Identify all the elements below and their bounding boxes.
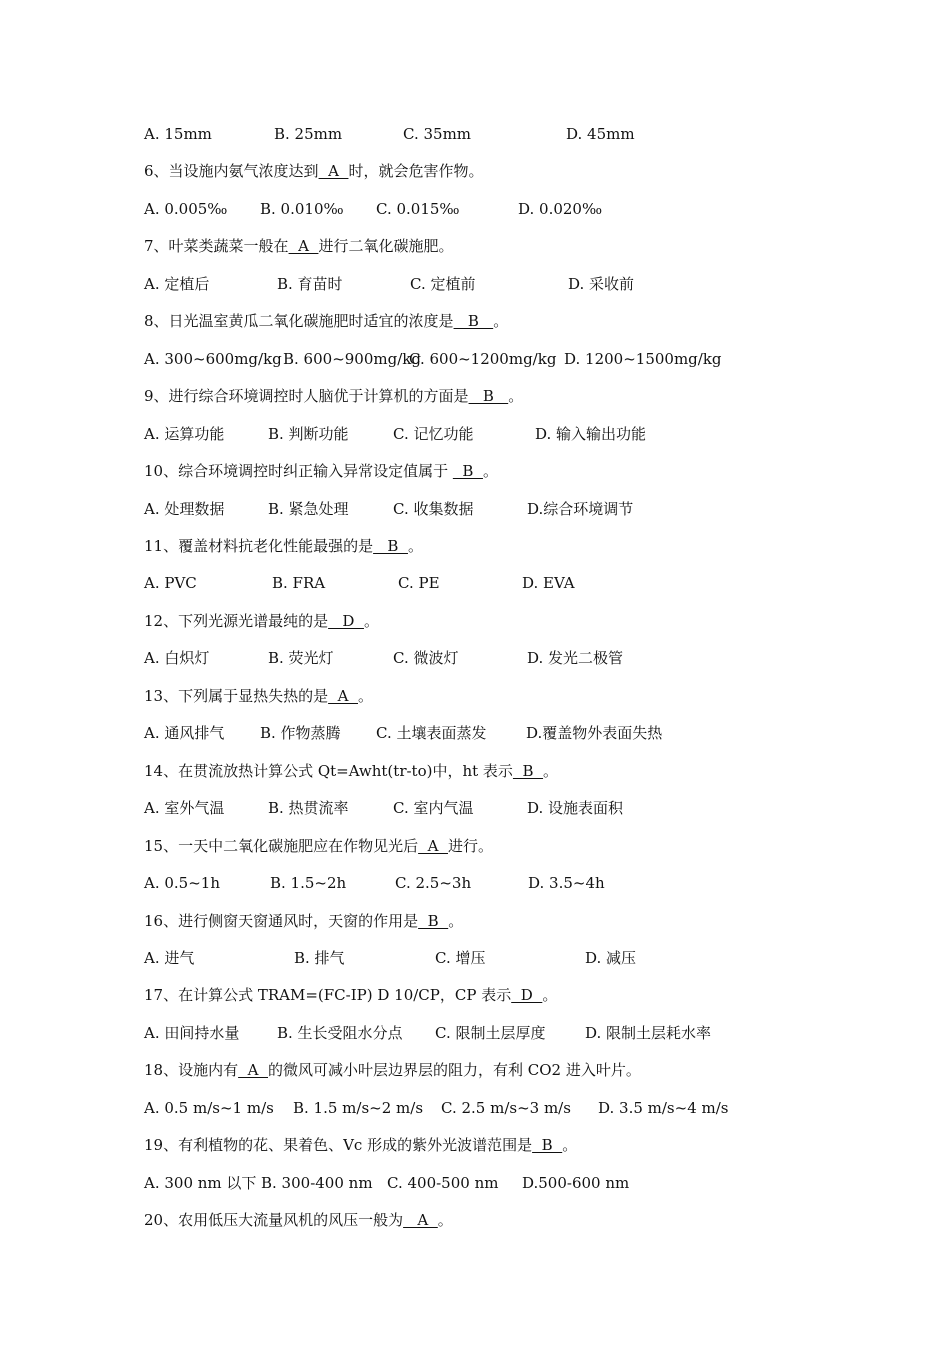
question-stem: 。 bbox=[542, 986, 558, 1005]
answer-option: A. 300 nm 以下 bbox=[144, 1173, 257, 1192]
question-stem: 16、进行侧窗天窗通风时，天窗的作用是 bbox=[144, 911, 419, 930]
answer-blank: A bbox=[238, 1061, 268, 1080]
answer-option: A. 白炽灯 bbox=[144, 649, 210, 668]
answer-blank: B bbox=[512, 761, 544, 780]
question-text bbox=[144, 1135, 577, 1155]
question-stem: 10、综合环境调控时纠正输入异常设定值属于 bbox=[144, 462, 453, 481]
answer-option: B. FRA bbox=[272, 574, 326, 593]
answer-option: A. 0.005‰ bbox=[144, 199, 228, 218]
question-stem: 。 bbox=[363, 611, 379, 630]
question-stem: 9、进行综合环境调控时人脑优于计算机的方面是 bbox=[144, 387, 469, 406]
question-text bbox=[144, 836, 493, 856]
options-row bbox=[0, 873, 952, 897]
answer-option: C. 室内气温 bbox=[393, 799, 474, 818]
answer-option: C. 限制土层厚度 bbox=[435, 1023, 546, 1042]
question-text bbox=[144, 686, 373, 706]
answer-option: B. 排气 bbox=[294, 948, 345, 967]
answer-option: C. 600~1200mg/kg bbox=[409, 349, 557, 368]
answer-option: A. 通风排气 bbox=[144, 724, 225, 743]
answer-blank: B bbox=[453, 312, 494, 331]
question-stem: 。 bbox=[543, 761, 559, 780]
answer-option: A. 处理数据 bbox=[144, 499, 225, 518]
answer-option: A. 运算功能 bbox=[144, 424, 225, 443]
answer-option: D. 3.5 m/s~4 m/s bbox=[598, 1098, 729, 1117]
question-stem: 15、一天中二氧化碳施肥应在作物见光后 bbox=[144, 836, 419, 855]
question-stem: 。 bbox=[482, 462, 498, 481]
answer-option: A. PVC bbox=[144, 574, 197, 593]
answer-blank: B bbox=[468, 387, 509, 406]
options-row bbox=[0, 349, 952, 373]
question-stem: 。 bbox=[358, 686, 374, 705]
question-stem: 。 bbox=[437, 1211, 453, 1230]
question-row bbox=[0, 236, 952, 260]
answer-option: C. 2.5 m/s~3 m/s bbox=[441, 1098, 571, 1117]
question-text bbox=[144, 911, 463, 931]
options-row bbox=[0, 573, 952, 597]
answer-option: A. 田间持水量 bbox=[144, 1023, 240, 1042]
options-row bbox=[0, 1023, 952, 1047]
question-text bbox=[144, 1210, 453, 1230]
question-row bbox=[0, 1135, 952, 1159]
question-stem: 8、日光温室黄瓜二氧化碳施肥时适宜的浓度是 bbox=[144, 312, 454, 331]
question-text bbox=[144, 985, 557, 1005]
answer-option: D. 1200~1500mg/kg bbox=[564, 349, 722, 368]
question-stem: 。 bbox=[562, 1136, 578, 1155]
answer-option: C. 35mm bbox=[403, 125, 472, 143]
options-row bbox=[0, 124, 952, 148]
question-row bbox=[0, 1210, 952, 1234]
question-row bbox=[0, 386, 952, 410]
answer-option: D. 45mm bbox=[566, 125, 635, 143]
answer-option: D. 3.5~4h bbox=[528, 874, 605, 892]
answer-option: C. PE bbox=[398, 574, 440, 593]
question-text bbox=[144, 611, 379, 631]
answer-option: A. 进气 bbox=[144, 948, 195, 967]
answer-option: B. 育苗时 bbox=[277, 274, 343, 293]
answer-option: C. 土壤表面蒸发 bbox=[376, 724, 487, 743]
answer-option: B. 0.010‰ bbox=[260, 199, 344, 218]
question-stem: 14、在贯流放热计算公式 Qt=Awht(tr-to)中，ht 表示 bbox=[144, 761, 513, 780]
question-text bbox=[144, 461, 498, 481]
question-stem: 的微风可减小叶层边界层的阻力，有利 CO2 进入叶片。 bbox=[268, 1061, 641, 1080]
answer-blank: B bbox=[452, 462, 483, 481]
question-row bbox=[0, 911, 952, 935]
question-stem: 。 bbox=[448, 911, 464, 930]
answer-option: B. 热贯流率 bbox=[268, 799, 349, 818]
answer-option: D. 设施表面积 bbox=[527, 799, 624, 818]
question-stem: 。 bbox=[508, 387, 524, 406]
question-row bbox=[0, 1060, 952, 1084]
question-stem: 6、当设施内氨气浓度达到 bbox=[144, 162, 319, 181]
answer-blank: D bbox=[328, 611, 364, 630]
question-row bbox=[0, 461, 952, 485]
answer-option: A. 15mm bbox=[144, 125, 212, 143]
answer-option: D. 发光二极管 bbox=[527, 649, 624, 668]
answer-option: A. 0.5~1h bbox=[144, 874, 220, 892]
options-row bbox=[0, 1098, 952, 1122]
question-row bbox=[0, 311, 952, 335]
question-row bbox=[0, 536, 952, 560]
question-row bbox=[0, 761, 952, 785]
answer-option: B. 25mm bbox=[274, 125, 343, 143]
answer-option: C. 微波灯 bbox=[393, 649, 459, 668]
answer-blank: A bbox=[403, 1211, 438, 1230]
answer-option: B. 生长受阻水分点 bbox=[277, 1023, 403, 1042]
answer-option: D. EVA bbox=[522, 574, 575, 593]
question-stem: 进行二氧化碳施肥。 bbox=[318, 237, 454, 256]
question-stem: 12、下列光源光谱最纯的是 bbox=[144, 611, 329, 630]
question-stem: 19、有利植物的花、果着色、Vc 形成的紫外光波谱范围是 bbox=[144, 1136, 533, 1155]
answer-option: B. 紧急处理 bbox=[268, 499, 349, 518]
answer-option: B. 1.5 m/s~2 m/s bbox=[293, 1098, 424, 1117]
answer-option: A. 0.5 m/s~1 m/s bbox=[144, 1098, 274, 1117]
question-row bbox=[0, 611, 952, 635]
answer-option: B. 600~900mg/kg bbox=[283, 349, 421, 368]
options-row bbox=[0, 499, 952, 523]
answer-option: C. 收集数据 bbox=[393, 499, 474, 518]
answer-blank: D bbox=[511, 986, 543, 1005]
answer-option: A. 定植后 bbox=[144, 274, 210, 293]
question-text bbox=[144, 761, 558, 781]
answer-blank: B bbox=[418, 911, 449, 930]
answer-option: B. 判断功能 bbox=[268, 424, 349, 443]
answer-option: D. 采收前 bbox=[568, 274, 635, 293]
answer-option: B. 作物蒸腾 bbox=[260, 724, 341, 743]
question-row bbox=[0, 686, 952, 710]
answer-option: D.覆盖物外表面失热 bbox=[526, 724, 663, 743]
answer-option: D. 输入输出功能 bbox=[535, 424, 647, 443]
question-row bbox=[0, 985, 952, 1009]
question-stem: 11、覆盖材料抗老化性能最强的是 bbox=[144, 537, 374, 555]
options-row bbox=[0, 723, 952, 747]
options-row bbox=[0, 798, 952, 822]
answer-option: D.500-600 nm bbox=[522, 1173, 630, 1192]
answer-option: C. 记忆功能 bbox=[393, 424, 474, 443]
options-row bbox=[0, 199, 952, 223]
answer-blank: A bbox=[418, 836, 448, 855]
question-stem: 18、设施内有 bbox=[144, 1061, 239, 1080]
question-stem: 。 bbox=[407, 537, 423, 555]
answer-option: B. 300-400 nm bbox=[261, 1173, 373, 1192]
options-row bbox=[0, 424, 952, 448]
answer-option: D. 减压 bbox=[585, 948, 637, 967]
answer-blank: B bbox=[373, 537, 408, 555]
question-text bbox=[144, 236, 453, 256]
question-text bbox=[144, 161, 483, 181]
answer-blank: A bbox=[288, 237, 319, 256]
question-stem: 时，就会危害作物。 bbox=[348, 162, 484, 181]
answer-option: A. 室外气温 bbox=[144, 799, 225, 818]
options-row bbox=[0, 948, 952, 972]
answer-option: C. 2.5~3h bbox=[395, 874, 472, 892]
answer-option: D.综合环境调节 bbox=[527, 499, 634, 518]
answer-option: B. 1.5~2h bbox=[270, 874, 347, 892]
answer-option: D. 限制土层耗水率 bbox=[585, 1023, 712, 1042]
answer-blank: B bbox=[532, 1136, 563, 1155]
answer-blank: A bbox=[328, 686, 358, 705]
options-row bbox=[0, 1173, 952, 1197]
answer-option: C. 400-500 nm bbox=[387, 1173, 499, 1192]
question-stem: 20、农用低压大流量风机的风压一般为 bbox=[144, 1211, 404, 1230]
question-text bbox=[144, 311, 508, 331]
question-stem: 17、在计算公式 TRAM=(FC-IP) D 10/CP，CP 表示 bbox=[144, 986, 512, 1005]
question-stem: 7、叶菜类蔬菜一般在 bbox=[144, 237, 289, 256]
answer-option: A. 300~600mg/kg bbox=[144, 349, 282, 368]
answer-option: B. 荧光灯 bbox=[268, 649, 334, 668]
question-text bbox=[144, 386, 523, 406]
answer-option: D. 0.020‰ bbox=[518, 199, 603, 218]
answer-blank: A bbox=[318, 162, 349, 181]
question-stem: 。 bbox=[493, 312, 509, 331]
question-row bbox=[0, 161, 952, 185]
question-row bbox=[0, 836, 952, 860]
question-text bbox=[144, 1060, 641, 1080]
options-row bbox=[0, 648, 952, 672]
question-stem: 13、下列属于显热失热的是 bbox=[144, 686, 329, 705]
question-stem: 进行。 bbox=[448, 836, 494, 855]
question-text bbox=[144, 536, 423, 556]
options-row bbox=[0, 274, 952, 298]
answer-option: C. 增压 bbox=[435, 948, 486, 967]
answer-option: C. 0.015‰ bbox=[376, 199, 460, 218]
answer-option: C. 定植前 bbox=[410, 274, 476, 293]
